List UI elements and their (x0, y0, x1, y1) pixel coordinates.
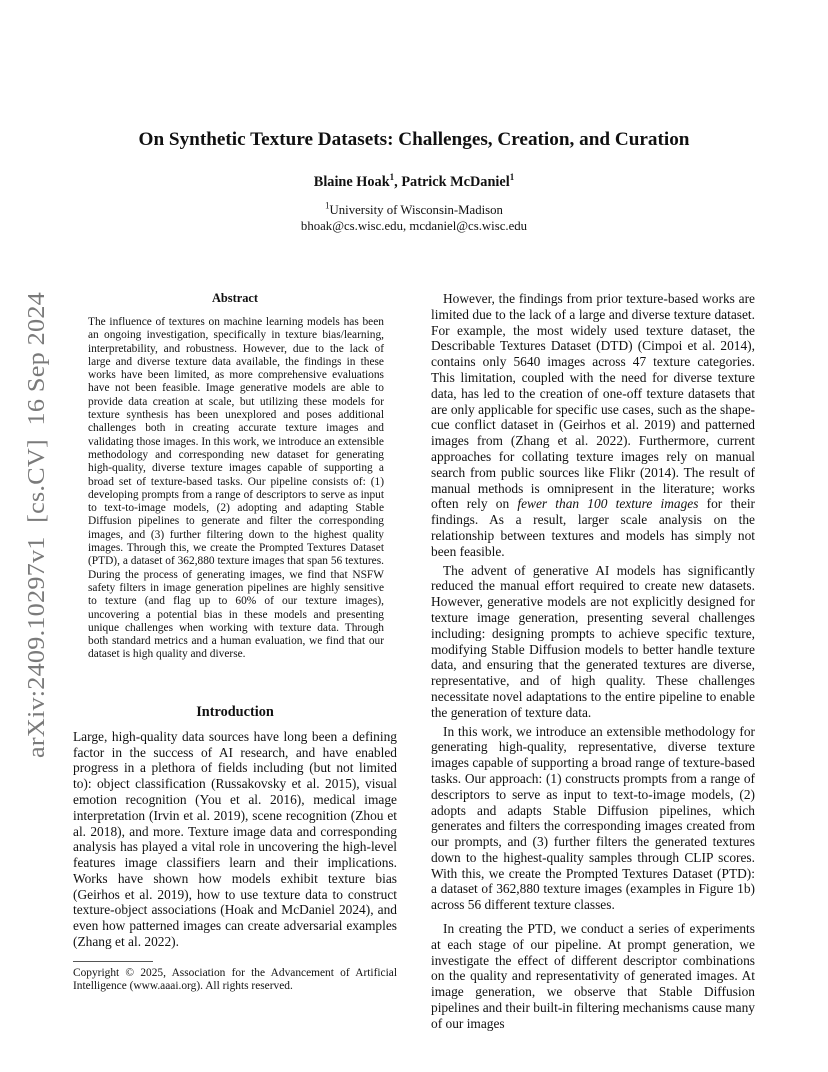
emphasized-text: fewer than 100 texture images (517, 496, 699, 512)
arxiv-side-stamp (22, 290, 52, 760)
author-emails: bhoak@cs.wisc.edu, mcdaniel@cs.wisc.edu (300, 219, 528, 233)
author-affiliation-mark: 1 (509, 172, 515, 183)
left-column (73, 291, 397, 994)
affiliation-mark: 1 (325, 200, 330, 211)
copyright-notice: Copyright © 2025, Association for the Advancement of Artificial Intelligence (www.aaai.org). All rights reserved. (73, 966, 397, 993)
author-separator: , (394, 174, 402, 190)
introduction-paragraph: Large, high-quality data sources have long been a defining factor in the success of AI research, and have enabled progress in a plethora of fields including (but not limited to): object classification (Russakovsky et al. 2015), visual emotion recognition (You et al. 2016), medical image interpretation (Irvin et al. 2019), scene recognition (Zhou et al. 2018), and more. Texture image data and corresponding analysis has played a vital role in uncovering the high-level features image classifiers learn and their implications. Works have shown how models exhibit texture bias (Geirhos et al. 2019), how to use texture data to construct texture-object associations (Hoak and McDaniel 2024), and even how patterned images can create adversarial examples (Zhang et al. 2022). (73, 728, 397, 950)
author-affiliation-mark: 1 (389, 172, 395, 183)
author-list (0, 174, 828, 191)
abstract-heading: Abstract (211, 291, 259, 305)
body-text: for their findings. As a result, larger scale analysis on the relationship between textures and models has simply not been feasible. (431, 496, 756, 559)
right-column (431, 291, 755, 1032)
introduction-heading: Introduction (196, 703, 274, 720)
body-paragraph: In creating the PTD, we conduct a series of experiments at each stage of our pipeline. At prompt generation, we investigate the effect of different descriptor combinations on the quality and representativity of generated images. At image generation, we observe that Stable Diffusion pipelines and their built-in filtering mechanisms cause many of our images (431, 921, 755, 1031)
paper-title: On Synthetic Texture Datasets: Challenges, Creation, and Curation (138, 129, 690, 150)
body-paragraph: In this work, we introduce an extensible methodology for generating high-quality, representative, diverse texture images capable of supporting a broad range of texture-based tasks. Our approach: (1) constructs prompts from a range of descriptors to serve as input to text-to-image models, (2) adopts and adapts Stable Diffusion pipelines, which generates and filters the corresponding images created from our prompts, and (3) further filters the generated textures down to the highest-quality samples through CLIP scores. With this, we create the Prompted Textures Dataset (PTD): a dataset of 362,880 texture images (examples in Figure 1b) across 56 different texture classes. (431, 723, 755, 913)
author-name: Blaine Hoak (313, 174, 390, 190)
body-paragraph: The advent of generative AI models has significantly reduced the manual effort required to create new datasets. However, generative models are not explicitly designed for texture image generation, presenting several challenges including: designing prompts to achieve specific texture, modifying Stable Diffusion models to better handle texture data, and ensuring that the generated textures are diverse, representative, and of high quality. These challenges necessitate novel adaptations to the entire pipeline to enable the generation of texture data. (431, 562, 755, 720)
body-text: However, the findings from prior texture-based works are limited due to the lack of a large and diverse texture dataset. For example, the most widely used texture dataset, the Describable Textures Dataset (DTD) (Cimpoi et al. 2014), contains only 5640 images across 47 texture categories. This limitation, coupled with the need for diverse texture data, has led to the creation of one-off texture datasets that are only applicable for specific use cases, such as the shape-cue conflict dataset in (Geirhos et al. 2019) and patterned images from (Zhang et al. 2022). Furthermore, current approaches for collating texture images rely on manual search from public sources like Flikr (2014). The result of manual methods is omnipresent in the literature; works often rely on (431, 291, 755, 512)
affiliation-block (0, 202, 828, 234)
abstract-text: The influence of textures on machine learning models has been an ongoing investigation, specifically in texture bias/learning, interpretability, and robustness. However, due to the lack of large and diverse texture data available, the findings in these works have been limited, as more comprehensive evaluations have not been feasible. Image generative models are able to provide data creation at scale, but utilizing these models for texture synthesis has been unexplored and poses additional challenges both in creating accurate texture images and validating those images. In this work, we introduce an extensible methodology and corresponding new dataset for generating high-quality, diverse texture images capable of supporting a broad set of texture-based tasks. Our pipeline consists of: (1) developing prompts from a range of descriptors to serve as input to text-to-image models, (2) adopting and adapting Stable Diffusion pipelines to generate and filter the corresponding images, and (3) further filtering down to the highest quality images. Through this, we create the Prompted Textures Dataset (PTD), a dataset of 362,880 texture images that span 56 textures. During the process of generating images, we find that NSFW safety filters in image generation pipelines are highly sensitive to texture (and flag up to 60% of our texture images), uncovering a potential bias in these models and presenting unique challenges when working with texture data. Through both standard metrics and a human evaluation, we find that our dataset is high quality and diverse. (88, 316, 384, 661)
footnote-divider (73, 961, 153, 962)
affiliation-name: University of Wisconsin-Madison (329, 203, 503, 217)
author-name: Patrick McDaniel (401, 174, 510, 190)
arxiv-stamp-text: arXiv:2409.10297v1 [cs.CV] 16 Sep 2024 (24, 331, 50, 758)
body-paragraph (431, 291, 755, 560)
